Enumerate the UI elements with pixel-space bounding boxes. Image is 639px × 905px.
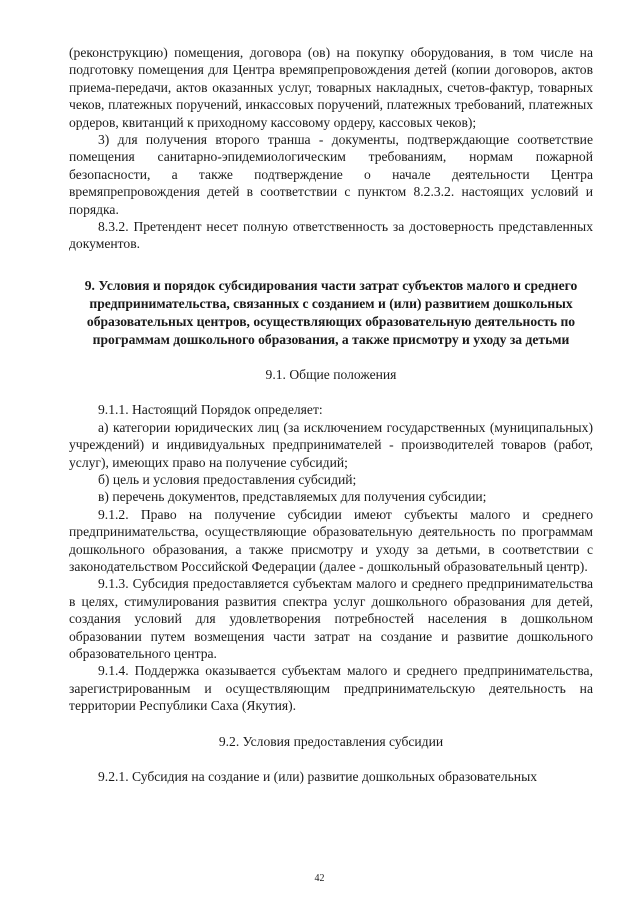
page-number: 42	[314, 873, 325, 884]
paragraph: 9.1.1. Настоящий Порядок определяет:	[98, 402, 323, 418]
paragraph: 9.1.4. Поддержка оказывается субъектам малого и среднего предпринимательства, зарегистрированным и осуществляющим предпринимательскую деятельность на территории Республики Саха (Якутия).	[69, 663, 593, 714]
paragraph: а) категории юридических лиц (за исключением государственных (муниципальных) учреждений) и индивидуальных предпринимателей - производителей товаров (работ, услуг), имеющих право на получение субсидий;	[69, 419, 593, 470]
paragraph: 9.1.3. Субсидия предоставляется субъектам малого и среднего предпринимательства в целях, стимулирования развития спектра услуг дошкольного образования для детей, создания условий для удовлетворения потребностей населения в дошкольном образовании путем возмещения части затрат на создание и развитие дошкольного образовательного центра.	[69, 576, 593, 661]
subsection-heading: 9.1. Общие положения	[265, 366, 397, 382]
paragraph: 9.1.2. Право на получение субсидии имеют субъекты малого и среднего предпринимательства, осуществляющие образовательную деятельность по программам дошкольного образования, а также присмотру и уходу за детьми, в соответствии с законодательством Российской Федерации (далее - дошкольный образовательный центр).	[69, 506, 593, 574]
paragraph: в) перечень документов, представляемых для получения субсидии;	[98, 489, 487, 505]
section-heading: 9. Условия и порядок субсидирования части затрат субъектов малого и среднего предпринимательства, связанных с созданием и (или) развитием дошкольных образовательных центров, осуществляющих образовательную деятельность по программам дошкольного образования, а также присмотру и уходу за детьми	[84, 277, 578, 347]
document-page	[69, 44, 593, 785]
subsection-heading: 9.2. Условия предоставления субсидии	[218, 733, 444, 749]
paragraph: б) цель и условия предоставления субсидий;	[98, 471, 357, 487]
paragraph: 8.3.2. Претендент несет полную ответственность за достоверность представленных документов.	[69, 219, 593, 252]
paragraph: 3) для получения второго транша - документы, подтверждающие соответствие помещения санитарно-эпидемиологическим требованиям, нормам пожарной безопасности, а также подтверждение о начале деятельности Центра времяпрепровождения детей в соответствии с пунктом 8.2.3.2. настоящих условий и порядка.	[69, 132, 593, 217]
paragraph: 9.2.1. Субсидия на создание и (или) развитие дошкольных образовательных	[98, 769, 538, 784]
paragraph: (реконструкцию) помещения, договора (ов) на покупку оборудования, в том числе на подготовку помещения для Центра времяпрепровождения детей (копии договоров, актов приема-передачи, актов оказанных услуг, товарных накладных, счетов-фактур, товарных чеков, платежных поручений, инкассовых поручений, платежных требований, платежных ордеров, квитанций к приходному кассовому ордеру, кассовых чеков);	[69, 45, 593, 130]
